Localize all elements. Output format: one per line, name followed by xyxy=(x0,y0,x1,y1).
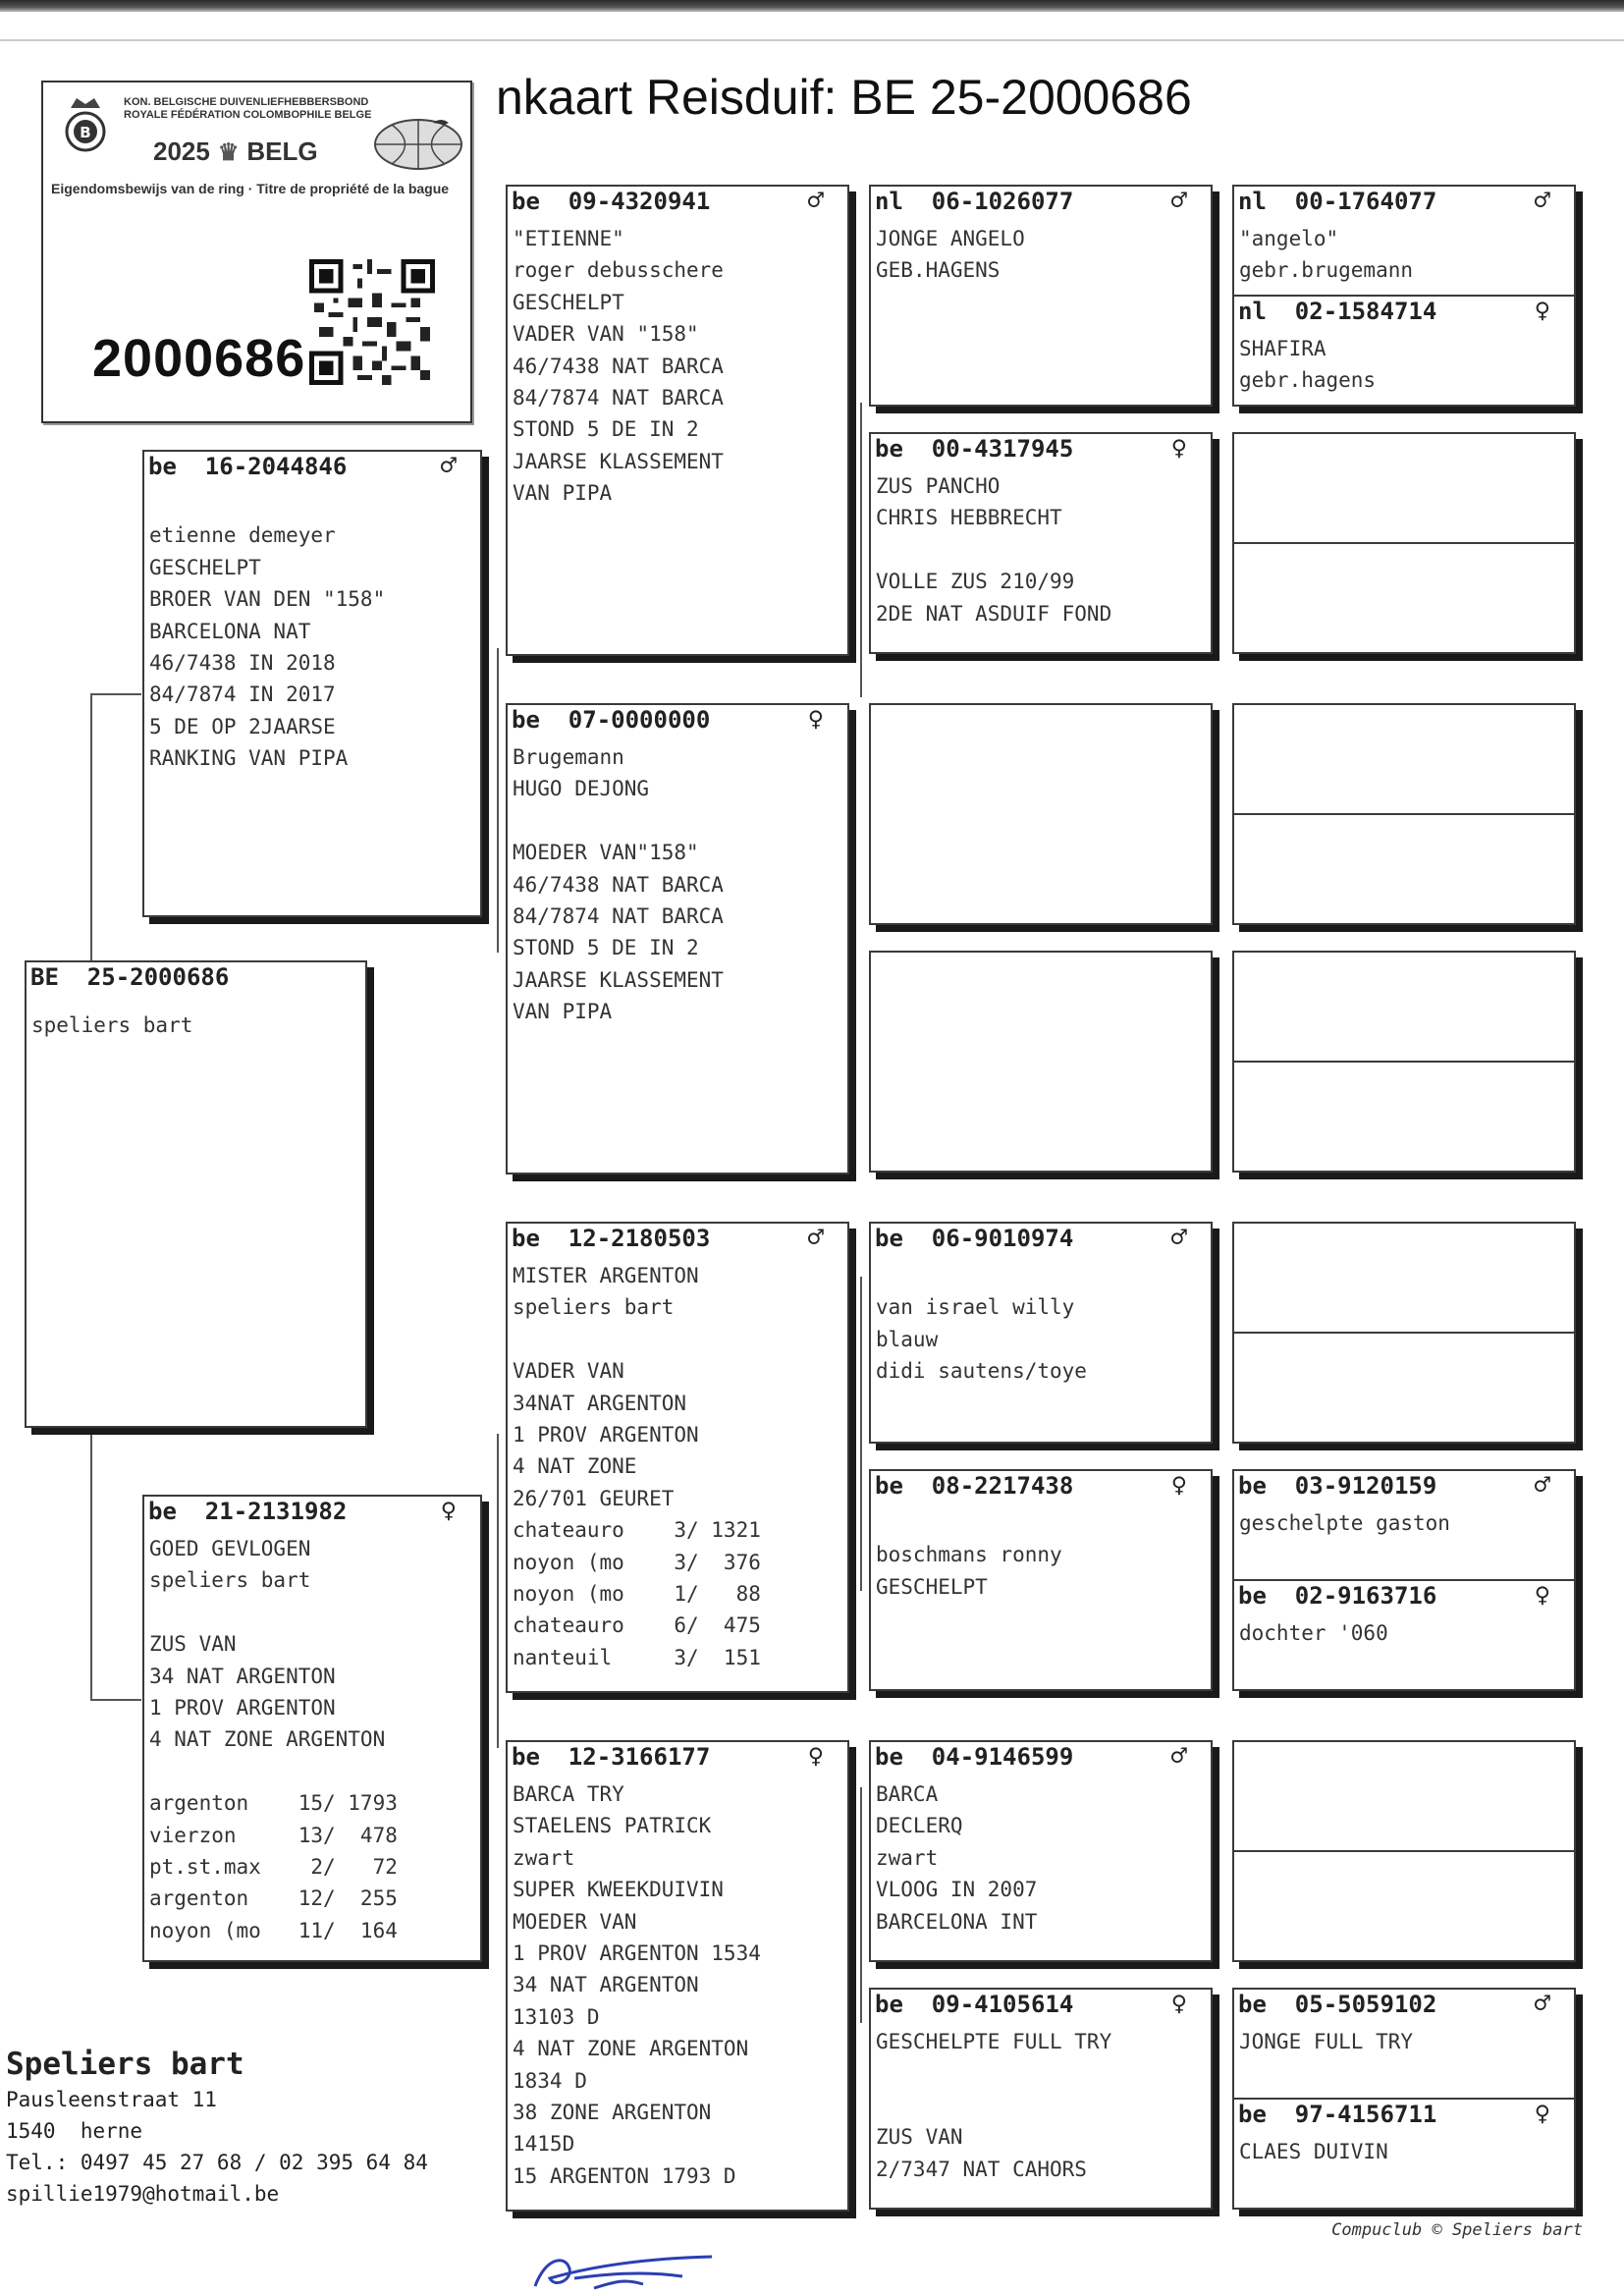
gen5-box-empty xyxy=(1232,703,1576,925)
scan-top-edge xyxy=(0,0,1624,12)
grandsire-maternal-details: MISTER ARGENTON speliers bart VADER VAN 34NAT ARGENTON 1 PROV ARGENTON 4 NAT ZONE 26/701 GEURET chateauro 3/ 1321 noyon (mo 3/ 376 noyon (mo 1/ 88 chateauro 6/ 475 nanteuil 3/ 151 xyxy=(513,1264,761,1669)
gen5-details: geschelpte gaston xyxy=(1239,1511,1450,1535)
gen4-box-empty xyxy=(869,703,1213,925)
ring-number: be 05-5059102 xyxy=(1238,1991,1437,2018)
granddam-paternal-details: Brugemann HUGO DEJONG MOEDER VAN"158" 46/7438 NAT BARCA 84/7874 NAT BARCA STOND 5 DE IN 2 JAARSE KLASSEMENT VAN PIPA xyxy=(513,745,724,1024)
granddam-maternal-box xyxy=(506,1740,849,2212)
copyright-footer: Compuclub © Speliers bart xyxy=(1331,2220,1583,2240)
ring-ownership-card xyxy=(41,81,472,423)
ring-number: be 09-4320941 xyxy=(512,188,711,215)
gen5-details: CLAES DUIVIN xyxy=(1239,2140,1388,2163)
female-icon: ♀ xyxy=(1534,296,1550,326)
fci-globe-icon xyxy=(372,117,465,171)
gen4-box-mf-sire xyxy=(869,1222,1213,1444)
female-icon: ♀ xyxy=(1170,1470,1187,1501)
gen5-box-empty xyxy=(1232,1222,1576,1444)
breeder-street: Pausleenstraat 11 xyxy=(6,2088,217,2111)
breeder-info xyxy=(6,2045,428,2210)
gen4-box-mm-sire xyxy=(869,1740,1213,1962)
svg-text:B: B xyxy=(80,124,91,141)
ring-year-country: 2025 ♛ BELG xyxy=(153,137,318,166)
page-edge-line xyxy=(0,39,1624,41)
qr-code-icon xyxy=(308,259,436,385)
gen5-details: dochter '060 xyxy=(1239,1621,1388,1645)
connector-gen2-bottom xyxy=(497,1434,499,1748)
ring-number: be 16-2044846 xyxy=(148,453,348,480)
granddam-paternal-box xyxy=(506,703,849,1175)
father-box xyxy=(142,450,482,917)
female-icon: ♀ xyxy=(1170,1989,1187,2019)
connector-gen3-c xyxy=(860,1787,862,2023)
breeder-name: Speliers bart xyxy=(6,2047,244,2082)
grandsire-maternal-box xyxy=(506,1222,849,1693)
male-icon: ♂ xyxy=(1170,1223,1187,1253)
gen4-details: JONGE ANGELO GEB.HAGENS xyxy=(876,227,1025,283)
signature-icon xyxy=(525,2249,722,2293)
female-icon: ♀ xyxy=(1534,1580,1550,1611)
gen5-details: JONGE FULL TRY xyxy=(1239,2030,1414,2053)
gen5-box-empty xyxy=(1232,951,1576,1173)
ring-number: be 97-4156711 xyxy=(1238,2101,1437,2128)
gen4-details: boschmans ronny GESCHELPT xyxy=(876,1543,1062,1599)
male-icon: ♂ xyxy=(1170,1741,1187,1772)
gen4-details: GESCHELPTE FULL TRY ZUS VAN 2/7347 NAT CAHORS xyxy=(876,2030,1112,2181)
grandsire-paternal-details: "ETIENNE" roger debusschere GESCHELPT VADER VAN "158" 46/7438 NAT BARCA 84/7874 NAT BARCA STOND 5 DE IN 2 JAARSE KLASSEMENT VAN PIPA xyxy=(513,227,724,506)
male-icon: ♂ xyxy=(1170,186,1187,216)
gen4-details: ZUS PANCHO CHRIS HEBBRECHT VOLLE ZUS 210/99 2DE NAT ASDUIF FOND xyxy=(876,474,1112,626)
crown-icon: ♛ xyxy=(217,139,240,166)
ring-number: 2000686 xyxy=(92,329,306,388)
page-title: nkaart Reisduif: BE 25-2000686 xyxy=(496,70,1192,125)
female-icon: ♀ xyxy=(807,1741,824,1772)
male-icon: ♂ xyxy=(1534,1470,1550,1501)
breeder-phone: Tel.: 0497 45 27 68 / 02 395 64 84 xyxy=(6,2151,428,2174)
association-name: KON. BELGISCHE DUIVENLIEFHEBBERSBOND ROYALE FÉDÉRATION COLOMBOPHILE BELGE xyxy=(124,96,372,121)
male-icon: ♂ xyxy=(807,186,824,216)
ring-number: be 09-4105614 xyxy=(875,1991,1074,2018)
gen5-box-mmm xyxy=(1232,1988,1576,2210)
father-details: etienne demeyer GESCHELPT BROER VAN DEN "158" BARCELONA NAT 46/7438 IN 2018 84/7874 IN 2017 5 DE OP 2JAARSE RANKING VAN PIPA xyxy=(149,523,386,771)
connector-gen3-b xyxy=(860,1277,862,1591)
gen5-box-empty xyxy=(1232,432,1576,654)
ring-number: be 12-2180503 xyxy=(512,1225,711,1252)
connector-gen2-top xyxy=(497,648,499,953)
male-icon: ♂ xyxy=(1534,186,1550,216)
female-icon: ♀ xyxy=(440,1496,457,1526)
male-icon: ♂ xyxy=(807,1223,824,1253)
gen5-details: "angelo" gebr.brugemann xyxy=(1239,227,1414,283)
ring-number: nl 02-1584714 xyxy=(1238,298,1437,325)
connector-mother-h xyxy=(90,1699,141,1701)
connector-gen3-a xyxy=(860,403,862,697)
mother-box xyxy=(142,1495,482,1962)
granddam-maternal-details: BARCA TRY STAELENS PATRICK zwart SUPER KWEEKDUIVIN MOEDER VAN 1 PROV ARGENTON 1534 34 NAT ARGENTON 13103 D 4 NAT ZONE ARGENTON 1834 D 38 ZONE ARGENTON 1415D 15 ARGENTON 1793 D xyxy=(513,1782,761,2188)
connector-father xyxy=(90,693,92,962)
ring-number: be 12-3166177 xyxy=(512,1743,711,1771)
kbdb-logo-icon xyxy=(57,94,114,153)
male-icon: ♂ xyxy=(440,451,457,481)
gen5-details: SHAFIRA gebr.hagens xyxy=(1239,337,1377,393)
ring-number: be 02-9163716 xyxy=(1238,1582,1437,1610)
grandsire-paternal-box xyxy=(506,185,849,656)
female-icon: ♀ xyxy=(807,704,824,735)
mother-details: GOED GEVLOGEN speliers bart ZUS VAN 34 NAT ARGENTON 1 PROV ARGENTON 4 NAT ZONE ARGENTON argenton 15/ 1793 vierzon 13/ 478 pt.st.max 2/ 72 argenton 12/ 255 noyon (mo 11/ 164 xyxy=(149,1537,398,1942)
gen4-box-mf-dam xyxy=(869,1469,1213,1691)
ring-number: be 07-0000000 xyxy=(512,706,711,734)
ring-number: be 06-9010974 xyxy=(875,1225,1074,1252)
male-icon: ♂ xyxy=(1534,1989,1550,2019)
ring-number: nl 00-1764077 xyxy=(1238,188,1437,215)
connector-mother xyxy=(90,1434,92,1699)
gen4-box-empty xyxy=(869,951,1213,1173)
connector-father-h xyxy=(90,693,141,695)
gen4-box-mm-dam xyxy=(869,1988,1213,2210)
ring-number: be 03-9120159 xyxy=(1238,1472,1437,1500)
gen5-box-empty xyxy=(1232,1740,1576,1962)
gen4-box-ff-dam xyxy=(869,432,1213,654)
pigeon-details: speliers bart xyxy=(31,1013,193,1037)
female-icon: ♀ xyxy=(1170,433,1187,464)
ring-number: be 08-2217438 xyxy=(875,1472,1074,1500)
gen4-details: van israel willy blauw didi sautens/toye xyxy=(876,1295,1087,1384)
gen4-box-ff-sire xyxy=(869,185,1213,407)
ring-number: BE 25-2000686 xyxy=(30,963,230,991)
breeder-email: spillie1979@hotmail.be xyxy=(6,2182,280,2206)
pigeon-box xyxy=(25,960,367,1428)
split-divider xyxy=(1234,1061,1574,1063)
gen4-details: BARCA DECLERQ zwart VLOOG IN 2007 BARCELONA INT xyxy=(876,1782,1038,1934)
ownership-caption: Eigendomsbewijs van de ring · Titre de propriété de la bague xyxy=(51,181,450,196)
split-divider xyxy=(1234,1850,1574,1852)
split-divider xyxy=(1234,542,1574,544)
split-divider xyxy=(1234,1332,1574,1334)
ring-number: be 00-4317945 xyxy=(875,435,1074,463)
ring-number: be 21-2131982 xyxy=(148,1498,348,1525)
breeder-city: 1540 herne xyxy=(6,2119,143,2143)
gen5-box-mfm xyxy=(1232,1469,1576,1691)
ring-number: nl 06-1026077 xyxy=(875,188,1074,215)
ring-number: be 04-9146599 xyxy=(875,1743,1074,1771)
gen5-box-fff xyxy=(1232,185,1576,407)
split-divider xyxy=(1234,813,1574,815)
female-icon: ♀ xyxy=(1534,2099,1550,2129)
